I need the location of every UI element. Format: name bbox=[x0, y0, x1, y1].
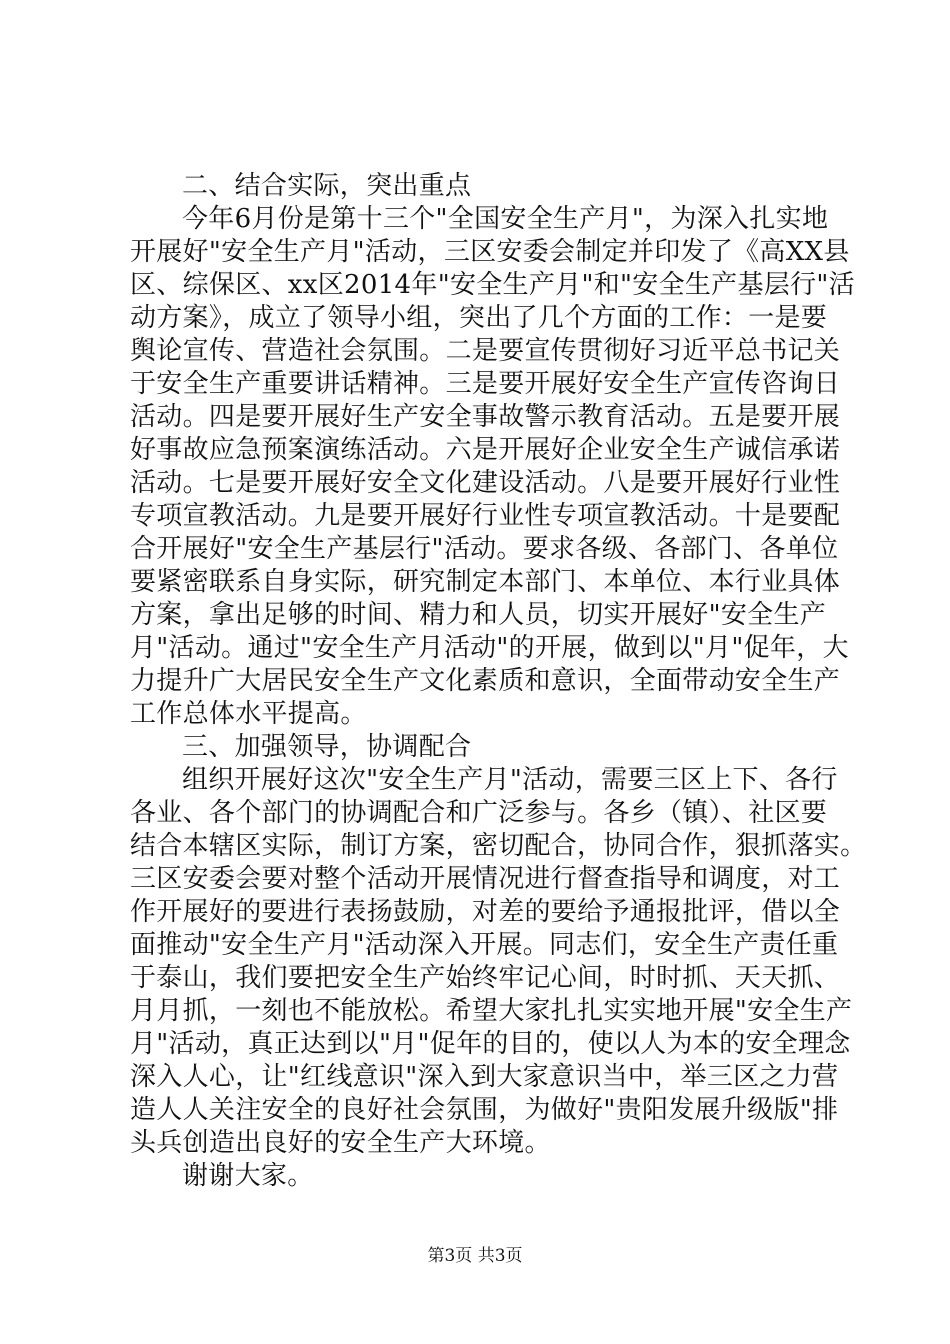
page-footer: 第3页 共3页 bbox=[427, 1246, 523, 1266]
paragraph-line: 月"活动，真正达到以"月"促年的目的，使以人为本的安全理念 bbox=[130, 1029, 851, 1059]
paragraph-line: 结合本辖区实际，制订方案，密切配合，协同合作，狠抓落实。 bbox=[130, 831, 867, 861]
section-heading: 二、结合实际，突出重点 bbox=[182, 171, 472, 201]
paragraph-line: 头兵创造出良好的安全生产大环境。 bbox=[130, 1128, 551, 1158]
paragraph-line: 专项宣教活动。九是要开展好行业性专项宣教活动。十是要配 bbox=[130, 501, 841, 531]
paragraph-line: 三区安委会要对整个活动开展情况进行督查指导和调度，对工 bbox=[130, 864, 841, 894]
paragraph-line: 面推动"安全生产月"活动深入开展。同志们，安全生产责任重 bbox=[130, 930, 839, 960]
paragraph-line: 于泰山，我们要把安全生产始终牢记心间，时时抓、天天抓、 bbox=[130, 963, 841, 993]
paragraph-line: 要紧密联系自身实际，研究制定本部门、本单位、本行业具体 bbox=[130, 567, 841, 597]
paragraph-line: 活动。四是要开展好生产安全事故警示教育活动。五是要开展 bbox=[130, 402, 841, 432]
section-heading: 三、加强领导，协调配合 bbox=[182, 732, 472, 762]
paragraph-line: 组织开展好这次"安全生产月"活动，需要三区上下、各行 bbox=[182, 765, 838, 795]
paragraph-line: 今年6月份是第十三个"全国安全生产月"，为深入扎实地 bbox=[182, 204, 829, 234]
paragraph-line: 作开展好的要进行表扬鼓励，对差的要给予通报批评，借以全 bbox=[130, 897, 841, 927]
paragraph-line: 工作总体水平提高。 bbox=[130, 699, 367, 729]
paragraph-line: 于安全生产重要讲话精神。三是要开展好安全生产宣传咨询日 bbox=[130, 369, 841, 399]
paragraph-line: 月月抓，一刻也不能放松。希望大家扎扎实实地开展"安全生产 bbox=[130, 996, 853, 1026]
paragraph-line: 区、综保区、xx区2014年"安全生产月"和"安全生产基层行"活 bbox=[130, 270, 855, 300]
paragraph-line: 深入人心，让"红线意识"深入到大家意识当中，举三区之力营 bbox=[130, 1062, 839, 1092]
paragraph-line: 动方案》，成立了领导小组，突出了几个方面的工作：一是要 bbox=[130, 303, 828, 333]
paragraph-line: 方案，拿出足够的时间、精力和人员，切实开展好"安全生产 bbox=[130, 600, 827, 630]
document-body bbox=[130, 170, 867, 1193]
paragraph-line: 舆论宣传、营造社会氛围。二是要宣传贯彻好习近平总书记关 bbox=[130, 336, 841, 366]
closing-line: 谢谢大家。 bbox=[182, 1161, 314, 1191]
paragraph-line: 好事故应急预案演练活动。六是开展好企业安全生产诚信承诺 bbox=[130, 435, 841, 465]
paragraph-line: 活动。七是要开展好安全文化建设活动。八是要开展好行业性 bbox=[130, 468, 841, 498]
paragraph-line: 月"活动。通过"安全生产月活动"的开展，做到以"月"促年，大 bbox=[130, 633, 849, 663]
paragraph-line: 开展好"安全生产月"活动，三区安委会制定并印发了《高XX县 bbox=[130, 237, 850, 267]
paragraph-line: 造人人关注安全的良好社会氛围，为做好"贵阳发展升级版"排 bbox=[130, 1095, 839, 1125]
paragraph-line: 各业、各个部门的协调配合和广泛参与。各乡（镇）、社区要 bbox=[130, 798, 828, 828]
paragraph-line: 合开展好"安全生产基层行"活动。要求各级、各部门、各单位 bbox=[130, 534, 839, 564]
paragraph-line: 力提升广大居民安全生产文化素质和意识，全面带动安全生产 bbox=[130, 666, 841, 696]
